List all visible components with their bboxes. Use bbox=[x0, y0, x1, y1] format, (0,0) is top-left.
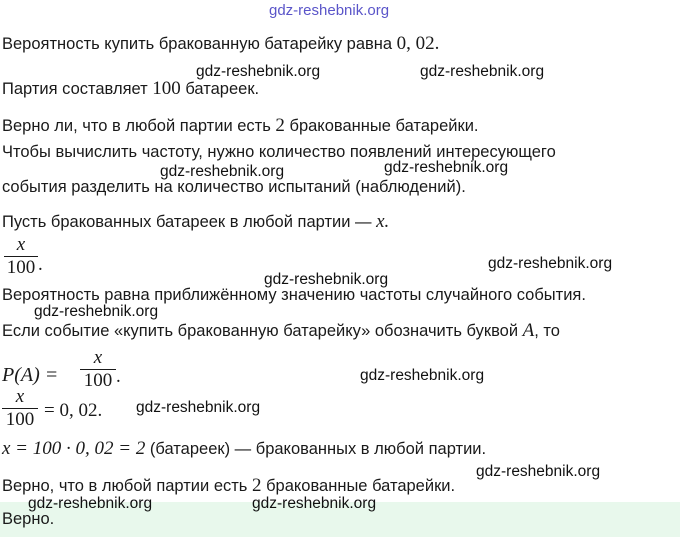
watermark: gdz-reshebnik.org bbox=[136, 399, 261, 416]
watermark: gdz-reshebnik.org bbox=[28, 495, 153, 512]
denominator: 100 bbox=[83, 370, 113, 391]
watermark: gdz-reshebnik.org bbox=[264, 271, 389, 288]
problem-statement-line-2 bbox=[2, 78, 259, 100]
explanation-line-1: Чтобы вычислить частоту, нужно количество появлений интересующего bbox=[2, 143, 556, 161]
assumption-line bbox=[2, 211, 389, 233]
text: Пусть бракованных батареек в любой партии — bbox=[2, 213, 377, 231]
denominator: 100 bbox=[5, 409, 35, 430]
text: , то bbox=[534, 322, 560, 340]
period: . bbox=[116, 366, 121, 387]
problem-statement-line-1 bbox=[2, 33, 439, 55]
text: бракованные батарейки. bbox=[261, 477, 456, 495]
fraction-x-over-100 bbox=[4, 235, 38, 278]
formula-lhs: P(A) = bbox=[2, 364, 59, 386]
period: . bbox=[38, 254, 43, 275]
calculation-formula: x = 100 · 0, 02 = 2 bbox=[2, 438, 146, 459]
watermark: gdz-reshebnik.org bbox=[252, 495, 377, 512]
probability-statement: Вероятность равна приближённому значению частоты случайного события. bbox=[2, 286, 586, 304]
watermark: gdz-reshebnik.org bbox=[196, 63, 321, 80]
text: Партия составляет bbox=[2, 80, 153, 98]
math-variable: A bbox=[522, 320, 535, 341]
conclusion-line bbox=[2, 475, 455, 497]
math-value: 2 bbox=[252, 475, 262, 496]
math-value: 0, 02. bbox=[396, 33, 440, 54]
watermark: gdz-reshebnik.org bbox=[160, 163, 285, 180]
numerator: x bbox=[93, 347, 103, 368]
numerator: x bbox=[15, 386, 25, 407]
text: бракованные батарейки. bbox=[284, 117, 479, 135]
calculation-line bbox=[2, 438, 486, 460]
equation-rhs: = 0, 02. bbox=[44, 400, 103, 421]
event-definition-line bbox=[2, 320, 560, 342]
text: Вероятность купить бракованную батарейку равна bbox=[2, 35, 397, 53]
text: Верно, что в любой партии есть bbox=[2, 477, 252, 495]
fraction-x-over-100 bbox=[2, 387, 38, 430]
watermark: gdz-reshebnik.org bbox=[360, 367, 485, 384]
watermark: gdz-reshebnik.org bbox=[420, 63, 545, 80]
watermark-top: gdz-reshebnik.org bbox=[269, 2, 390, 19]
math-variable: x. bbox=[376, 211, 390, 232]
answer-text: Верно. bbox=[2, 510, 55, 528]
text: батареек. bbox=[180, 80, 260, 98]
denominator: 100 bbox=[6, 257, 36, 278]
text: Если событие «купить бракованную батарейку» обозначить буквой bbox=[2, 322, 523, 340]
watermark: gdz-reshebnik.org bbox=[384, 159, 509, 176]
math-value: 100 bbox=[152, 78, 181, 99]
fraction-x-over-100 bbox=[80, 348, 116, 391]
watermark: gdz-reshebnik.org bbox=[488, 255, 613, 272]
text: (батареек) — бракованных в любой партии. bbox=[145, 440, 487, 458]
math-value: 2 bbox=[275, 115, 285, 136]
explanation-line-2: события разделить на количество испытаний (наблюдений). bbox=[2, 178, 466, 196]
watermark: gdz-reshebnik.org bbox=[34, 303, 159, 320]
question-line bbox=[2, 115, 479, 137]
numerator: x bbox=[16, 234, 26, 255]
watermark: gdz-reshebnik.org bbox=[476, 463, 601, 480]
text: Верно ли, что в любой партии есть bbox=[2, 117, 276, 135]
